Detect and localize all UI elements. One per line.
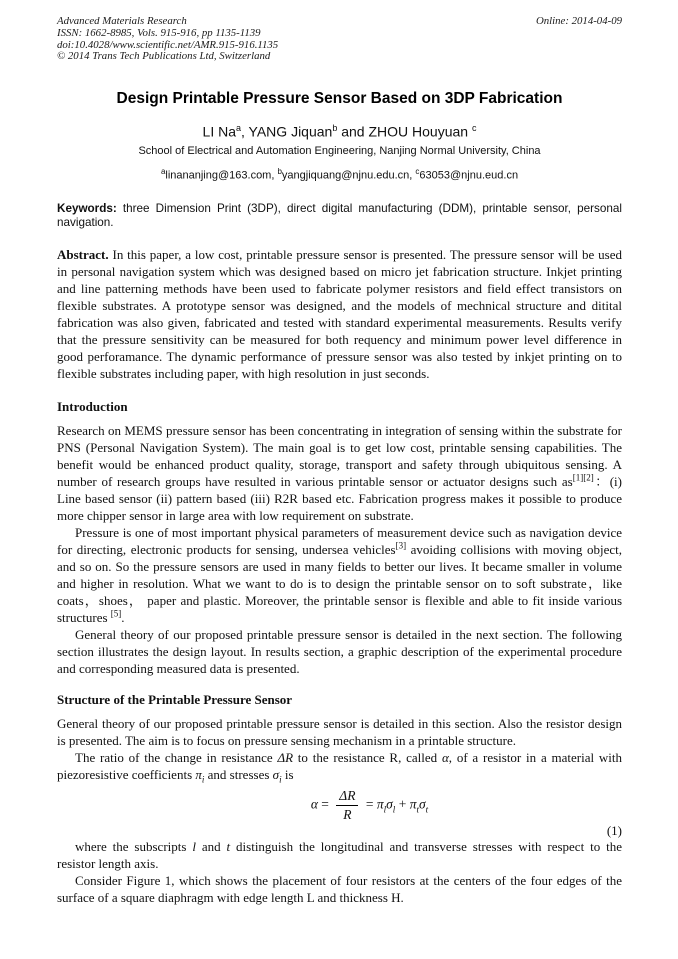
eq-pi-t: π (409, 796, 417, 812)
paragraph-text: . (121, 609, 125, 625)
structure-paragraph-1: General theory of our proposed printable pressure sensor is detailed in this section. Also the resistor design is presented. The aim is to focus on pressure sensing mechanism in a printable structure. (57, 715, 622, 748)
introduction-paragraph-3: General theory of our proposed printable pressure sensor is detailed in the next section. The following section illustrates the design layout. In results section, a graphic description of the experimental procedure and corresponding measured data is presented. (57, 626, 622, 676)
author-3-sup: c (471, 123, 477, 134)
paragraph-text: Pressure is one of most important physical parameters of measurement device such as navigation device for directing, electronic products for sensing, undersea vehicles (57, 524, 622, 557)
author-2-sup: b (332, 123, 338, 134)
eq-sigma-l: σ (386, 796, 393, 812)
eq-pi-l: π (376, 796, 384, 812)
email-3-sup: c (415, 166, 420, 176)
emails-line (57, 164, 622, 184)
math-delta-r: ΔR (277, 749, 294, 765)
paragraph-text: The ratio of the change in resistance (75, 749, 278, 765)
paper-title: Design Printable Pressure Sensor Based on 3DP Fabrication (116, 90, 563, 108)
email-2: yangjiquang@njnu.edu.cn, (281, 169, 416, 182)
paragraph-text: avoiding collisions with moving object, and so on. So the pressure sensors are used in many fields to better our lives. It became smaller in volume and higher in resolution. What we want to do is to design the printable sensor on to soft substrate，like coats，shoes， paper and plastic. Moreover, the printable sensor is flexible and able to fit inside various structures (57, 541, 622, 625)
paragraph-text: distinguish the longitudinal and transverse stresses with respect to the resistor length axis. (57, 838, 622, 871)
introduction-paragraph-1 (57, 422, 622, 524)
math-pi: π (195, 766, 202, 782)
eq-equals: = (321, 796, 329, 812)
paragraph-text: is (281, 766, 294, 782)
citation-ref-3: [3] (395, 540, 407, 551)
structure-paragraph-3 (57, 838, 622, 872)
section-heading-structure: Structure of the Printable Pressure Sensor (57, 691, 293, 707)
abstract-label: Abstract. (57, 246, 109, 262)
keywords-text: three Dimension Print (3DP), direct digital manufacturing (DDM), printable sensor, personal navigation. (57, 201, 622, 229)
math-pi-sub: i (201, 774, 205, 785)
author-3: ZHOU Houyuan (368, 123, 472, 140)
math-var-t: t (226, 838, 231, 854)
author-1-sup: a (236, 123, 242, 134)
eq-sub-l: l (392, 803, 396, 814)
email-3: 63053@njnu.eud.cn (419, 169, 519, 182)
eq-sub-t: t (416, 803, 419, 814)
authors-line (57, 119, 622, 141)
math-alpha: α (441, 749, 449, 765)
paragraph-text: , of a resistor in a material with piezoresistive coefficients (57, 749, 622, 782)
keywords-label: Keywords: (57, 201, 117, 215)
paragraph-text: Research on MEMS pressure sensor has been concentrating in integration of sensing within the substrate for PNS (Personal Navigation System). The main goal is to get low cost, printable sensing capabilities. The benefit would be enhanced product quality, storage, transport and safety through ubiquitous sensing. A number of research groups have resulted in various printable sensor or actuator designs such as (57, 422, 622, 489)
affiliation: School of Electrical and Automation Engineering, Nanjing Normal University, China (138, 144, 541, 157)
journal-header (57, 16, 622, 63)
author-separator: and (337, 123, 369, 140)
structure-paragraph-2 (57, 749, 622, 783)
equation-1 (57, 788, 622, 823)
abstract-block (57, 246, 622, 382)
author-2: YANG Jiquan (248, 123, 333, 140)
keywords-block (57, 202, 622, 231)
email-1-sup: a (160, 166, 166, 176)
email-1: linananjing@163.com, (165, 169, 278, 182)
eq-sub-l: l (383, 803, 387, 814)
email-2-sup: b (277, 166, 282, 176)
journal-issn: ISSN: 1662-8985, Vols. 915-916, pp 1135-1139 (57, 26, 261, 39)
journal-header-left (57, 16, 278, 63)
paragraph-text: ：(i) Line based sensor (ii) pattern based (iii) R2R based etc. Fabrication progress makes it possible to produce more chipper sensor in large area with low requirement on substrate. (57, 473, 622, 523)
eq-fraction-denominator: R (343, 806, 352, 822)
journal-name: Advanced Materials Research (57, 15, 187, 27)
math-sigma-sub: i (279, 774, 282, 785)
eq-equals: = (365, 796, 374, 812)
section-heading-introduction: Introduction (57, 398, 128, 414)
eq-fraction (336, 788, 358, 823)
journal-copyright: © 2014 Trans Tech Publications Ltd, Switzerland (57, 50, 271, 63)
math-var-l: l (192, 838, 196, 854)
online-date: Online: 2014-04-09 (535, 15, 622, 27)
paragraph-text: to the resistance R, called (293, 749, 442, 765)
structure-paragraph-4: Consider Figure 1, which shows the placement of four resistors at the centers of the four edges of the surface of a square diaphragm with edge length L and thickness H. (57, 872, 622, 905)
equation-number: (1) (606, 822, 622, 838)
paragraph-text: where the subscripts (75, 838, 193, 854)
citation-ref-5: [5] (110, 608, 122, 619)
eq-sub-t: t (425, 803, 429, 814)
eq-sigma-t: σ (418, 796, 426, 812)
eq-alpha: α (310, 796, 318, 812)
paragraph-text: and stresses (204, 766, 273, 782)
author-separator: , (241, 123, 249, 140)
author-1: LI Na (202, 123, 236, 140)
journal-doi: doi:10.4028/www.scientific.net/AMR.915-916.1135 (57, 38, 279, 51)
abstract-text: In this paper, a low cost, printable pressure sensor is presented. The pressure sensor will be used in personal navigation system which was designed based on micro jet fabrication structure. Inkjet printing and line patterning methods have been used to fabricate polymer resistors and field effect transistors on flexible substrates. A prototype sensor was designed, and the models of mechnical structure and ditital fabrication was also given, fabricated and tested with standard experimental measurements. Results verify that the pressure sensitivity can be measured for both requency and minimum power level difference in good perforamance. The dynamic performance of pressure sensor was also tested by inkjet printing on to flexible substrates including paper, with high resolution in just seconds. (57, 246, 622, 381)
math-sigma: σ (272, 766, 280, 782)
paragraph-text: and (195, 838, 227, 854)
eq-plus: + (398, 796, 407, 812)
citation-ref-1-2: [1][2] (572, 472, 594, 483)
eq-fraction-numerator: ΔR (336, 788, 358, 806)
introduction-paragraph-2 (57, 524, 622, 626)
